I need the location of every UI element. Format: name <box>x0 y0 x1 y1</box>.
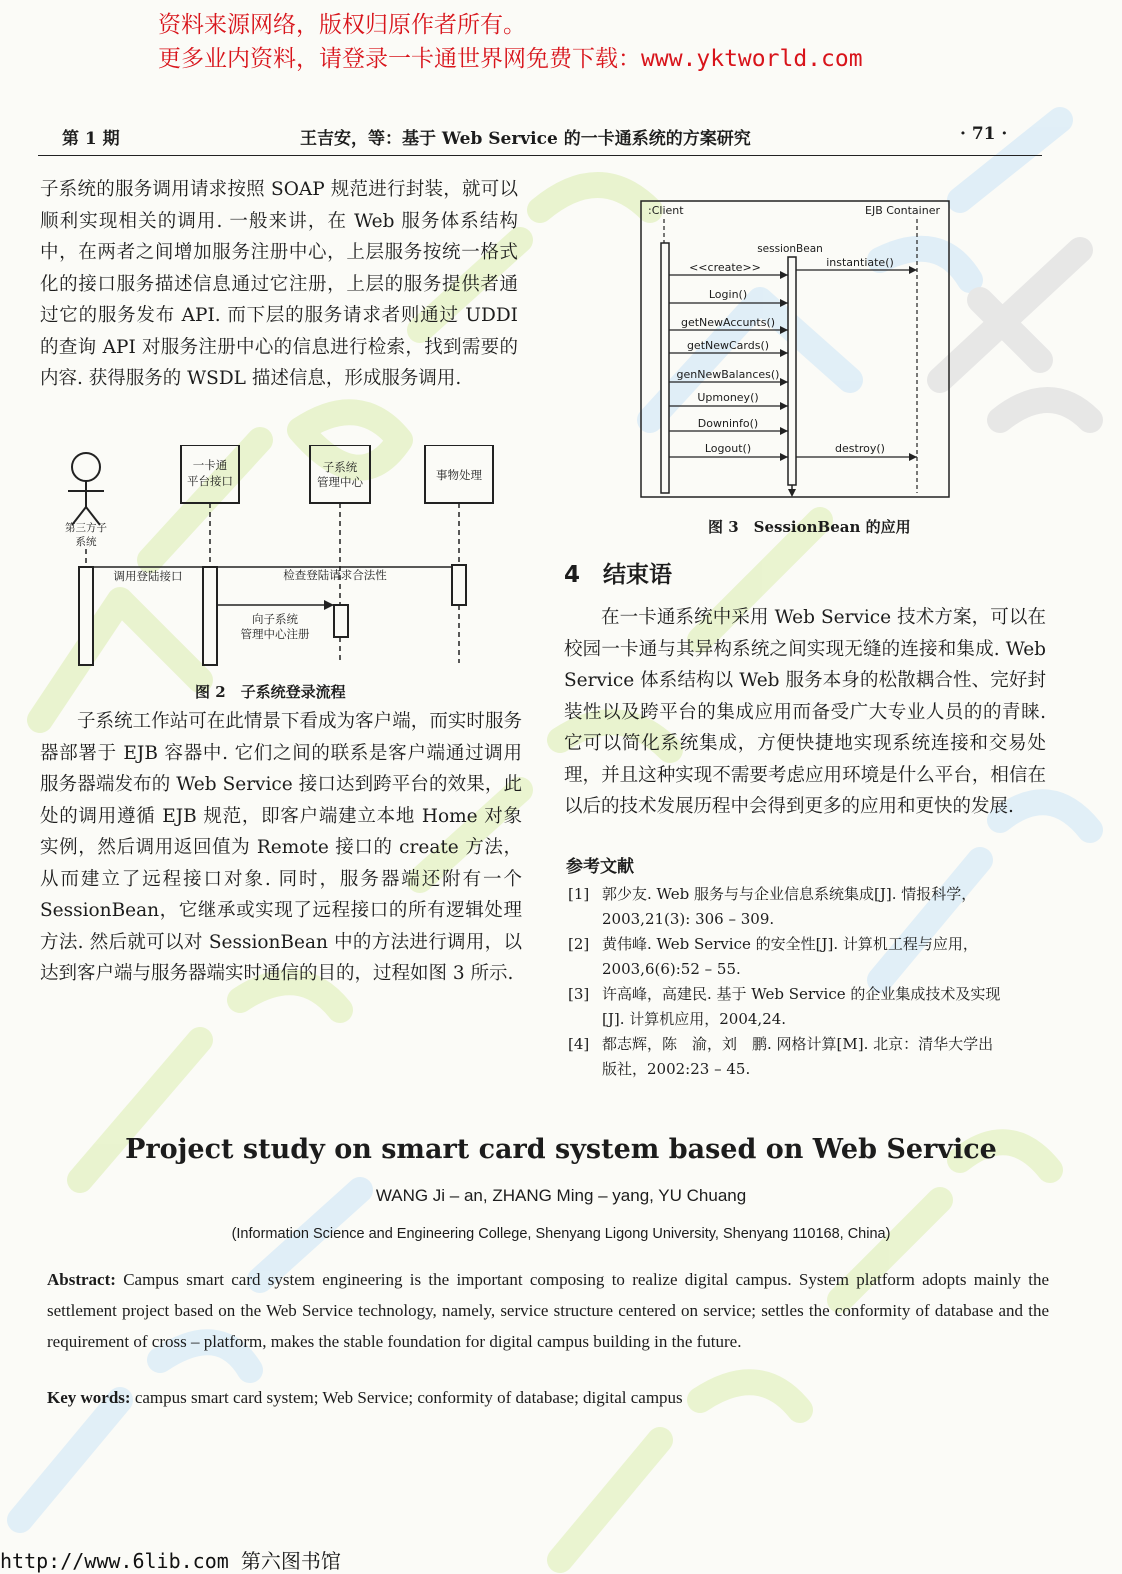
fig3-client-label: :Client <box>648 204 684 217</box>
reference-number: [4] <box>568 1035 590 1053</box>
keywords-label: Key words: <box>47 1388 131 1407</box>
actor-label-line2: 系统 <box>75 536 97 548</box>
reference-list <box>568 882 1050 1082</box>
reference-item <box>568 882 1050 932</box>
fig3-call-logout: Logout() <box>704 442 752 455</box>
fig3-instantiate: instantiate() <box>826 256 894 269</box>
reference-item <box>568 1032 1050 1082</box>
reference-line1: 黄伟峰. Web Service 的安全性[J]. 计算机工程与应用， <box>602 935 978 953</box>
reference-number: [2] <box>568 935 590 953</box>
reference-line2: [J]. 计算机应用，2004,24. <box>602 1010 787 1028</box>
figure-2-caption: 图 2 子系统登录流程 <box>195 683 346 701</box>
fig2-message-3-line2: 管理中心注册 <box>240 627 310 641</box>
abstract-label: Abstract: <box>47 1270 116 1289</box>
reference-line2: 2003,21(3): 306 – 309. <box>602 910 775 928</box>
keywords <box>47 1388 683 1408</box>
running-title: 王吉安，等：基于 Web Service 的一卡通系统的方案研究 <box>300 129 751 149</box>
footer-link[interactable]: http://www.6lib.com 第六图书馆 <box>0 1549 341 1573</box>
section-4-title: 4 结束语 <box>564 562 673 588</box>
box1-line2: 平台接口 <box>187 474 233 488</box>
left-paragraph-1 <box>40 174 518 395</box>
download-url-link[interactable]: www.yktworld.com <box>641 46 863 72</box>
english-abstract <box>47 1264 1049 1357</box>
reference-item <box>568 932 1050 982</box>
reference-line2: 2003,6(6):52 – 55. <box>602 960 741 978</box>
left-paragraph-1-text: 子系统的服务调用请求按照 SOAP 规范进行封装，就可以顺利实现相关的调用. 一般来讲，在 Web 服务体系结构中，在两者之间增加服务注册中心，上层服务按统一格式化的接口服务描述信息通过它注册，上层的服务提供者通过它的服务发布 API. 而下层的服务请求者则通过 UDDI 的查询 API 对服务注册中心的信息进行检索，找到需要的内容. 获得服务的 WSDL 描述信息，形成服务调用. <box>40 179 518 389</box>
references-heading: 参考文献 <box>566 857 634 877</box>
fig3-call-login: Login() <box>708 288 748 301</box>
download-notice-text: 更多业内资料，请登录一卡通世界网免费下载： <box>158 46 641 72</box>
english-title: Project study on smart card system based on Web Service <box>125 1134 997 1165</box>
figure-3-caption: 图 3 SessionBean 的应用 <box>708 518 911 536</box>
header-rule <box>38 155 1042 156</box>
issue-number: 第 1 期 <box>62 129 120 149</box>
fig3-container-label: EJB Container <box>865 204 940 217</box>
section-4-text: 在一卡通系统中采用 Web Service 技术方案，可以在校园一卡通与其异构系统之间实现无缝的连接和集成. Web Service 体系结构以 Web 服务本身的松散耦合性、完好封装性以及跨平台的集成应用而备受广大专业人员的的青睐. 它可以简化系统集成，方便快捷地实现系统连接和交易处理，并且这种实现不需要考虑应用环境是什么平台，相信在以后的技术发展历程中会得到更多的应用和更快的发展. <box>564 607 1046 817</box>
english-affiliation: (Information Science and Engineering College, Shenyang Ligong University, Shenyang 110168, China) <box>231 1226 891 1242</box>
reference-line1: 都志辉，陈 渝，刘 鹏. 网格计算[M]. 北京：清华大学出 <box>602 1035 994 1053</box>
fig3-call-upmoney: Upmoney() <box>697 391 759 404</box>
fig3-call-downinfo: Downinfo() <box>697 417 759 430</box>
fig3-call-cards: getNewCards() <box>686 339 770 352</box>
left-paragraph-2-text: 子系统工作站可在此情景下看成为客户端，而实时服务器部署于 EJB 容器中. 它们之间的联系是客户端通过调用服务器端发布的 Web Service 接口达到跨平台的效果，此处的调用遵循 EJB 规范，即客户端建立本地 Home 对象实例，然后调用返回值为 Remote 接口的 create 方法，从而建立了远程接口对象. 同时，服务器端还附有一个 SessionBean，它继承或实现了远程接口的所有逻辑处理方法. 然后就可以对 SessionBean 中的方法进行调用，以达到客户端与服务器端实时通信的目的，过程如图 3 所示. <box>40 711 522 984</box>
download-notice <box>158 44 863 74</box>
source-notice: 资料来源网络，版权归原作者所有。 <box>158 12 526 38</box>
section-4-body <box>564 602 1046 823</box>
keywords-text: campus smart card system; Web Service; conformity of database; digital campus <box>134 1388 683 1407</box>
figure-3-diagram <box>640 195 952 500</box>
fig2-message-3-line1: 向子系统 <box>252 612 298 626</box>
box2-line2: 管理中心 <box>317 475 363 489</box>
page-number: · 71 · <box>960 124 1008 144</box>
box2-line1: 子系统 <box>322 460 358 474</box>
reference-item <box>568 982 1050 1032</box>
fig3-call-balances: genNewBalances() <box>676 368 780 381</box>
box3-label: 事物处理 <box>436 468 482 482</box>
left-paragraph-2 <box>40 706 522 990</box>
fig2-message-1: 调用登陆接口 <box>113 569 183 583</box>
actor-label-line1: 第三方子 <box>65 522 107 534</box>
reference-line1: 郭少友. Web 服务与与企业信息系统集成[J]. 情报科学， <box>602 885 977 903</box>
abstract-text: Campus smart card system engineering is the important composing to realize digital campus. System platform adopts mainly the settlement project based on the Web Service technology, namely, service structure centered on service; settles the conformity of database and the requirement of cross – platform, makes the stable foundation for digital campus building in the future. <box>47 1270 1050 1351</box>
reference-number: [1] <box>568 885 590 903</box>
reference-line1: 许高峰，高建民. 基于 Web Service 的企业集成技术及实现 <box>602 985 1001 1003</box>
fig3-bean-label: sessionBean <box>757 243 823 255</box>
fig3-destroy: destroy() <box>835 442 885 455</box>
reference-number: [3] <box>568 985 590 1003</box>
box1-line1: 一卡通 <box>192 458 228 472</box>
reference-line2: 版社，2002:23 – 45. <box>602 1060 751 1078</box>
fig2-message-2: 检查登陆请求合法性 <box>283 568 387 582</box>
fig3-call-accounts: getNewAccunts() <box>680 316 776 329</box>
figure-2-diagram <box>50 445 520 670</box>
fig3-call-create: <<create>> <box>689 261 761 274</box>
english-authors: WANG Ji – an, ZHANG Ming – yang, YU Chuang <box>375 1186 747 1205</box>
